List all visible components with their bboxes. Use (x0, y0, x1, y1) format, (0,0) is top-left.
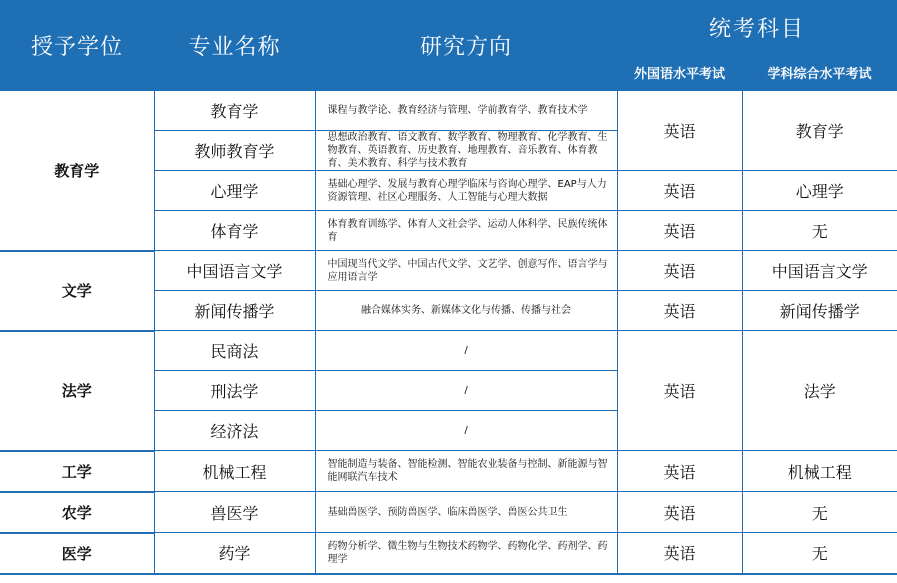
header-direction: 研究方向 (315, 0, 617, 91)
foreign-exam-cell: 英语 (617, 291, 742, 331)
direction-cell: / (315, 411, 617, 451)
table-row (0, 492, 897, 533)
degree-cell: 教育学 (0, 91, 154, 251)
foreign-exam-cell: 英语 (617, 251, 742, 291)
major-cell: 机械工程 (154, 451, 315, 492)
degree-cell: 工学 (0, 451, 154, 492)
major-cell: 新闻传播学 (154, 291, 315, 331)
degree-cell: 医学 (0, 533, 154, 574)
foreign-exam-cell: 英语 (617, 171, 742, 211)
major-cell: 民商法 (154, 331, 315, 371)
major-cell: 教育学 (154, 91, 315, 131)
table-row (0, 251, 897, 291)
major-cell: 心理学 (154, 171, 315, 211)
table-row (0, 91, 897, 131)
subject-exam-cell: 心理学 (742, 171, 897, 211)
major-cell: 教师教育学 (154, 131, 315, 171)
major-cell: 经济法 (154, 411, 315, 451)
header-major: 专业名称 (154, 0, 315, 91)
table-row (0, 533, 897, 574)
direction-cell: 智能制造与装备、智能检测、智能农业装备与控制、新能源与智能网联汽车技术 (315, 451, 617, 492)
subject-exam-cell: 无 (742, 533, 897, 574)
table-row (0, 451, 897, 492)
degree-cell: 文学 (0, 251, 154, 331)
major-cell: 体育学 (154, 211, 315, 251)
foreign-exam-cell: 英语 (617, 211, 742, 251)
header-exam-subject: 学科综合水平考试 (742, 54, 897, 91)
subject-exam-cell: 教育学 (742, 91, 897, 171)
foreign-exam-cell: 英语 (617, 533, 742, 574)
direction-cell: 中国现当代文学、中国古代文学、文艺学、创意写作、语言学与应用语言学 (315, 251, 617, 291)
foreign-exam-cell: 英语 (617, 331, 742, 451)
direction-cell: 课程与教学论、教育经济与管理、学前教育学、教育技术学 (315, 91, 617, 131)
header-exam-foreign: 外国语水平考试 (617, 54, 742, 91)
subject-exam-cell: 无 (742, 211, 897, 251)
major-cell: 兽医学 (154, 492, 315, 533)
major-cell: 刑法学 (154, 371, 315, 411)
direction-cell: 体育教育训练学、体育人文社会学、运动人体科学、民族传统体育 (315, 211, 617, 251)
subject-exam-cell: 新闻传播学 (742, 291, 897, 331)
subject-exam-cell: 法学 (742, 331, 897, 451)
header-exam: 统考科目 (617, 0, 897, 54)
table-row (0, 331, 897, 371)
direction-cell: 药物分析学、微生物与生物技术药物学、药物化学、药剂学、药理学 (315, 533, 617, 574)
foreign-exam-cell: 英语 (617, 492, 742, 533)
direction-cell: 思想政治教育、语文教育、数学教育、物理教育、化学教育、生物教育、英语教育、历史教育、地理教育、音乐教育、体育教育、美术教育、科学与技术教育 (315, 131, 617, 171)
foreign-exam-cell: 英语 (617, 451, 742, 492)
direction-cell: 基础兽医学、预防兽医学、临床兽医学、兽医公共卫生 (315, 492, 617, 533)
subject-exam-cell: 无 (742, 492, 897, 533)
major-cell: 药学 (154, 533, 315, 574)
major-cell: 中国语言文学 (154, 251, 315, 291)
header-degree: 授予学位 (0, 0, 154, 91)
foreign-exam-cell: 英语 (617, 91, 742, 171)
direction-cell: / (315, 371, 617, 411)
subject-exam-cell: 机械工程 (742, 451, 897, 492)
direction-cell: 融合媒体实务、新媒体文化与传播、传播与社会 (315, 291, 617, 331)
direction-cell: / (315, 331, 617, 371)
subject-exam-cell: 中国语言文学 (742, 251, 897, 291)
degree-cell: 农学 (0, 492, 154, 533)
degree-cell: 法学 (0, 331, 154, 451)
direction-cell: 基础心理学、发展与教育心理学临床与咨询心理学、EAP与人力资源管理、社区心理服务、人工智能与心理大数据 (315, 171, 617, 211)
